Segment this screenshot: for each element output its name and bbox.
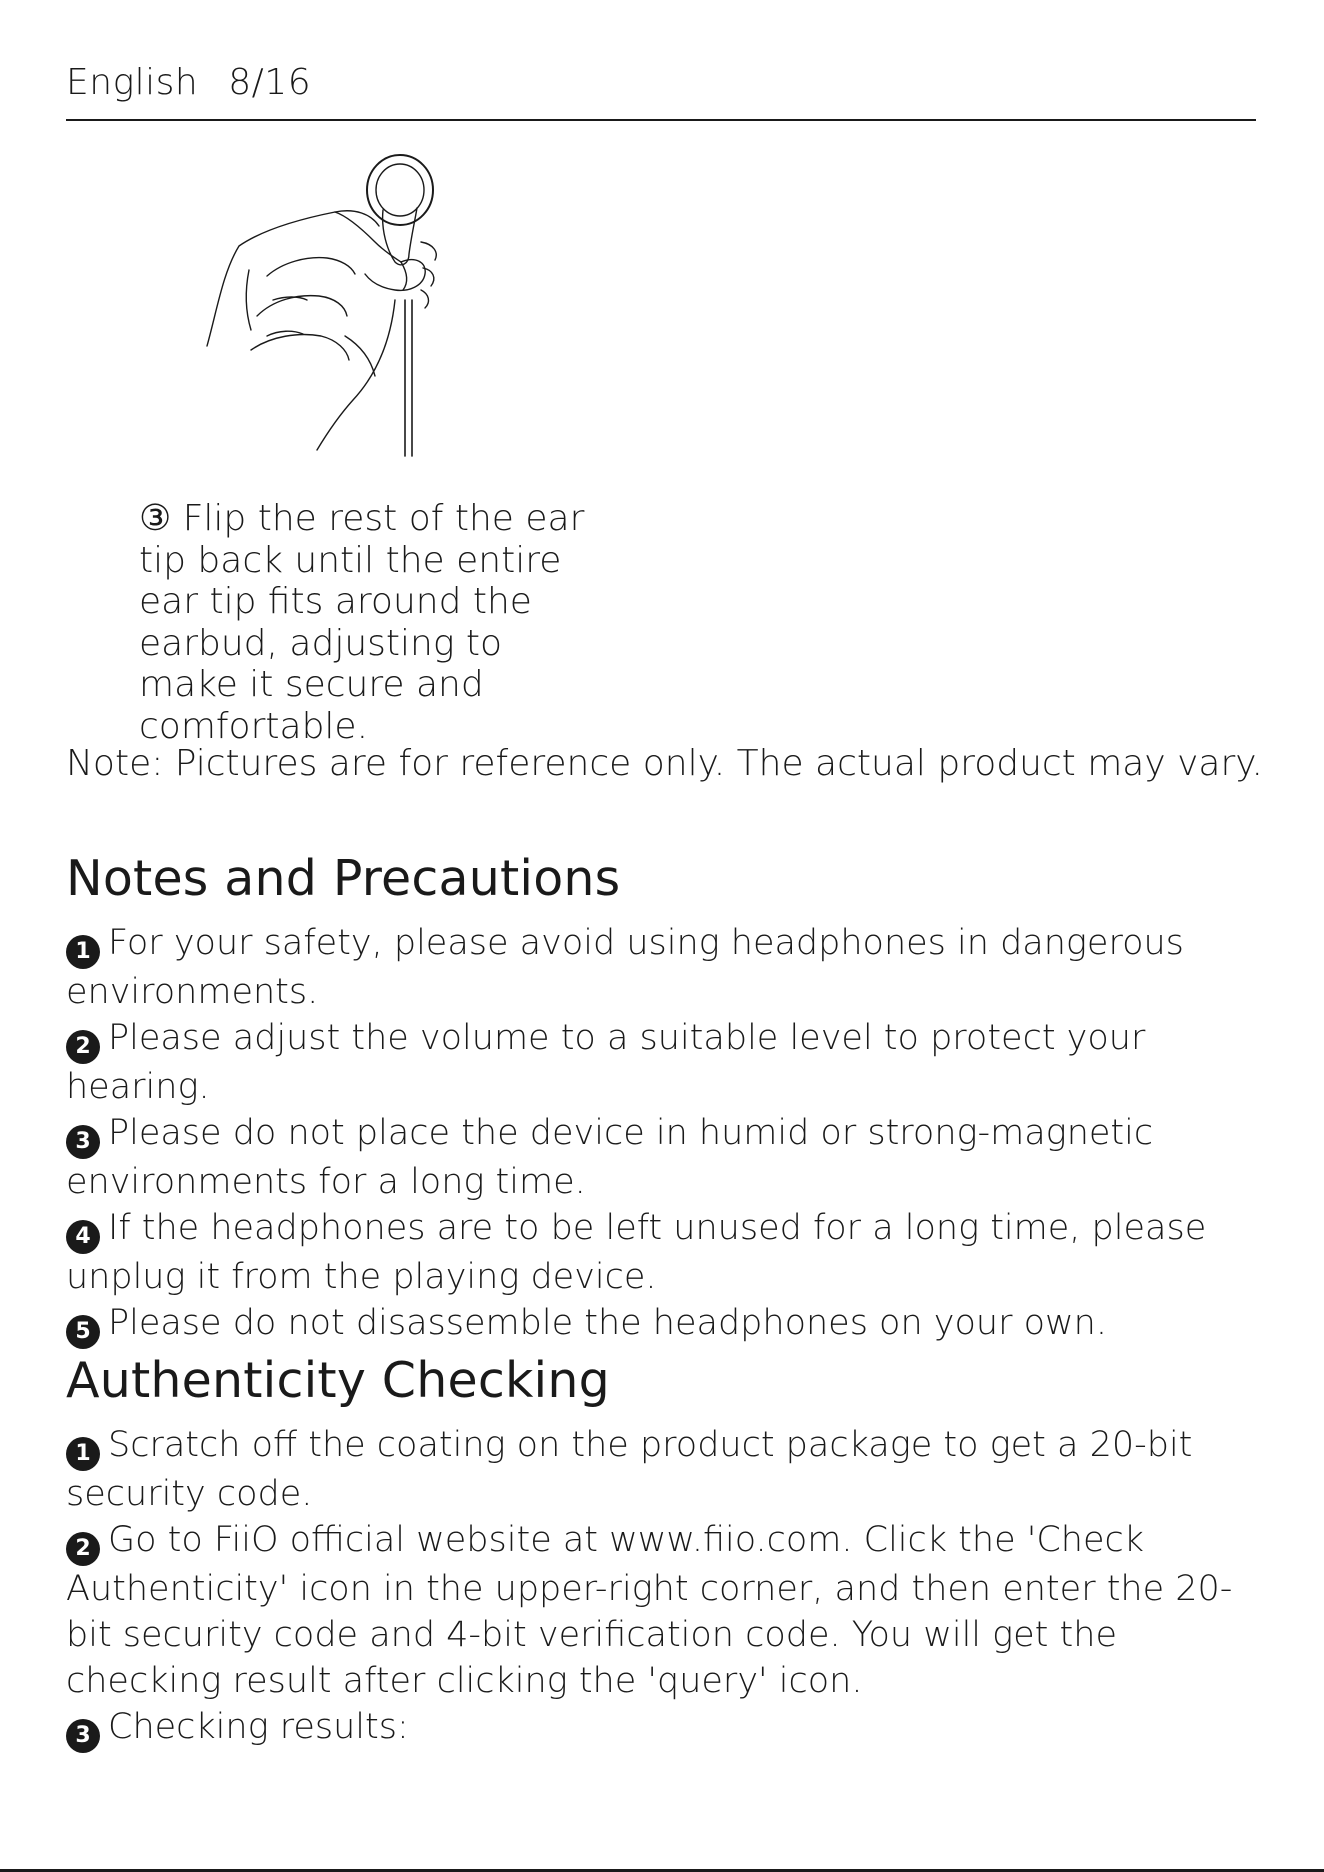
step-3-caption: ③ Flip the rest of the ear tip back until the entire ear tip fits around the earbud, adjusting to make it secure and comfortable.	[139, 498, 585, 747]
hand-holding-earbud-icon	[195, 150, 455, 460]
page-header	[66, 62, 311, 103]
authenticity-text: Checking results:	[108, 1707, 409, 1747]
precaution-item	[66, 1110, 1256, 1205]
number-2-icon: 2	[66, 1532, 100, 1566]
precaution-text: If the headphones are to be left unused for a long time, please unplug it from the playing device.	[66, 1208, 1207, 1297]
precaution-item	[66, 1205, 1256, 1300]
authenticity-text: Go to FiiO official website at www.fiio.com. Click the 'Check Authenticity' icon in the upper-right corner, and then enter the 20-bit security code and 4-bit verification code. You will get the checking result after clicking the 'query' icon.	[66, 1520, 1233, 1701]
precaution-item	[66, 920, 1256, 1015]
precaution-text: Please do not place the device in humid or strong-magnetic environments for a long time.	[66, 1113, 1154, 1202]
number-1-icon: 1	[66, 935, 100, 969]
precaution-text: Please do not disassemble the headphones on your own.	[108, 1303, 1107, 1343]
authenticity-item	[66, 1422, 1256, 1517]
page-number: 8/16	[228, 62, 312, 103]
authenticity-title: Authenticity Checking	[66, 1352, 610, 1409]
precaution-item	[66, 1015, 1256, 1110]
authenticity-item	[66, 1704, 1256, 1753]
authenticity-text: Scratch off the coating on the product package to get a 20-bit security code.	[66, 1425, 1193, 1514]
number-3-icon: 3	[66, 1719, 100, 1753]
number-5-icon: 5	[66, 1315, 100, 1349]
number-1-icon: 1	[66, 1437, 100, 1471]
number-2-icon: 2	[66, 1030, 100, 1064]
number-4-icon: 4	[66, 1220, 100, 1254]
precaution-text: For your safety, please avoid using headphones in dangerous environments.	[66, 923, 1184, 1012]
authenticity-item	[66, 1517, 1256, 1704]
precautions-list	[66, 920, 1256, 1349]
header-divider	[66, 119, 1256, 121]
language-label: English	[66, 62, 199, 103]
precautions-title: Notes and Precautions	[66, 850, 621, 907]
authenticity-list	[66, 1422, 1256, 1753]
precaution-item	[66, 1300, 1256, 1349]
reference-note: Note: Pictures are for reference only. The actual product may vary.	[66, 743, 1263, 784]
number-3-icon: 3	[66, 1125, 100, 1159]
precaution-text: Please adjust the volume to a suitable level to protect your hearing.	[66, 1018, 1146, 1107]
